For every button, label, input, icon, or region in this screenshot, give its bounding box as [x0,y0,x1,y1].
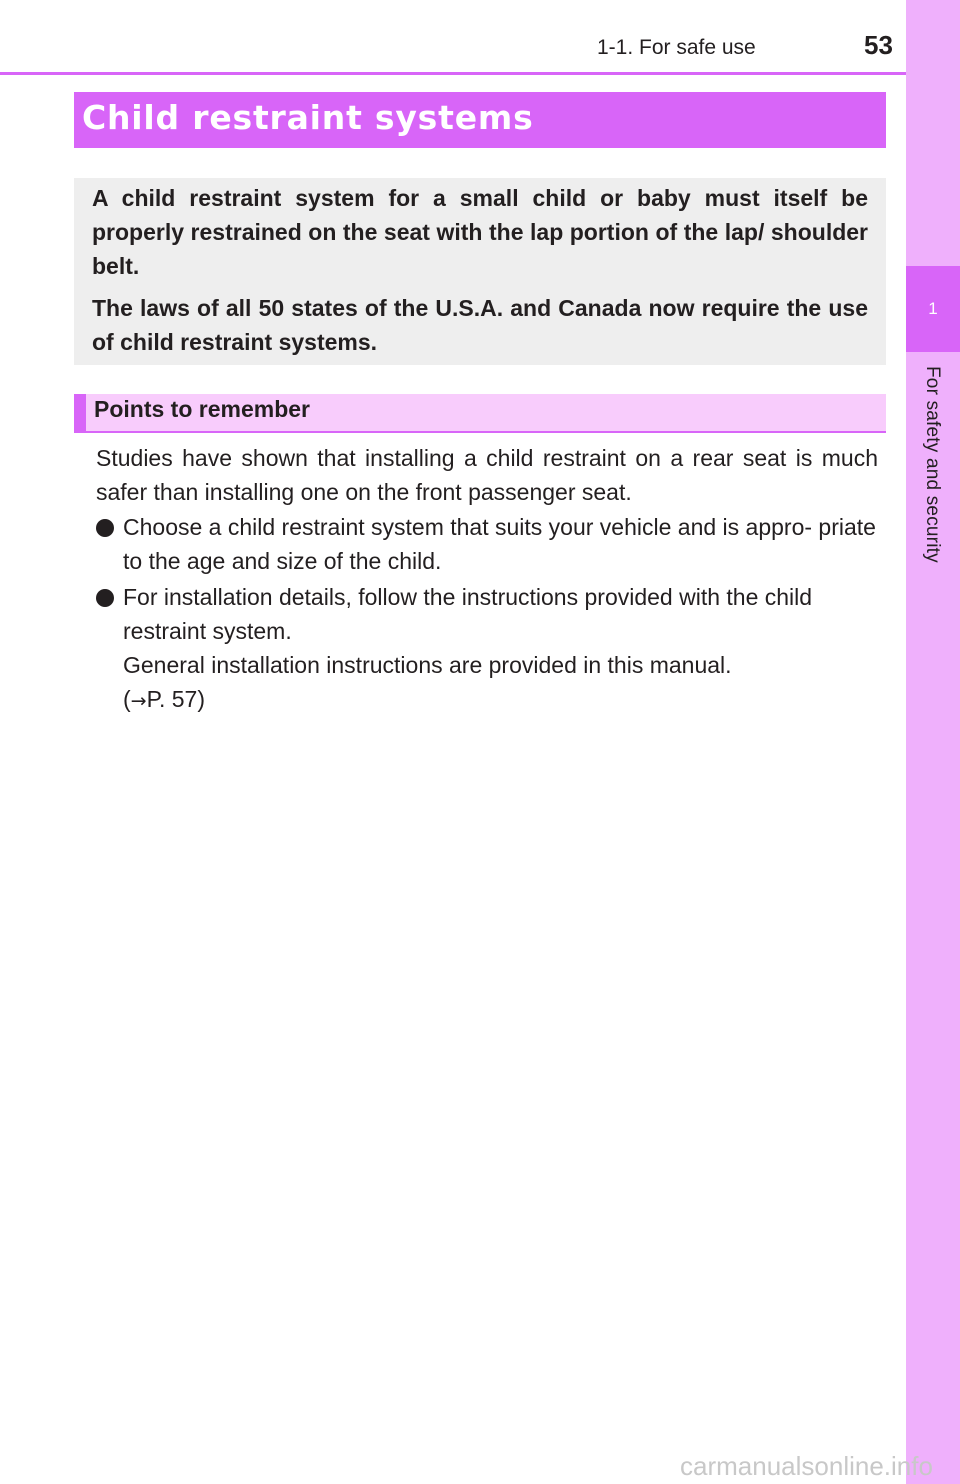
page-reference [123,682,878,718]
watermark: carmanualsonline.info [680,1451,933,1481]
list-item [96,510,878,578]
bullet-text: For installation details, follow the instructions provided with the child restraint system. [123,584,813,644]
arrow-right-icon: → [130,690,147,712]
points-heading-bar [74,394,886,433]
reference-page: P. 57) [146,686,205,712]
chapter-number: 1 [928,299,938,318]
bullet-note: General installation instructions are provided in this manual. [123,652,732,678]
intro-paragraph-1: A child restraint system for a small child or baby must itself be properly restrained on the seat with the lap portion of the lap/ shoulder belt. [92,185,868,279]
intro-paragraph-2: The laws of all 50 states of the U.S.A. and Canada now require the use of child restraint systems. [92,295,868,355]
heading-accent [74,394,86,433]
points-body [96,441,878,718]
title-bar [74,92,886,148]
bullet-dot-icon [96,589,114,607]
chapter-number-box [906,266,960,352]
section-header: 1-1. For safe use [597,36,756,59]
header-rule [0,72,906,75]
bullet-text: Choose a child restraint system that suits your vehicle and is appro- priate to the age and size of the child. [123,514,876,574]
points-lead: Studies have shown that installing a child restraint on a rear seat is much safer than installing one on the front passenger seat. [96,445,878,505]
page-title: Child restraint systems [82,98,534,137]
side-tab [906,0,960,1484]
points-heading: Points to remember [94,396,310,422]
intro-box [74,178,886,365]
list-item [96,580,878,718]
bullet-dot-icon [96,519,114,537]
page-number: 53 [864,30,893,60]
chapter-label: For safety and security [922,366,943,563]
reference-open: ( [123,686,131,712]
